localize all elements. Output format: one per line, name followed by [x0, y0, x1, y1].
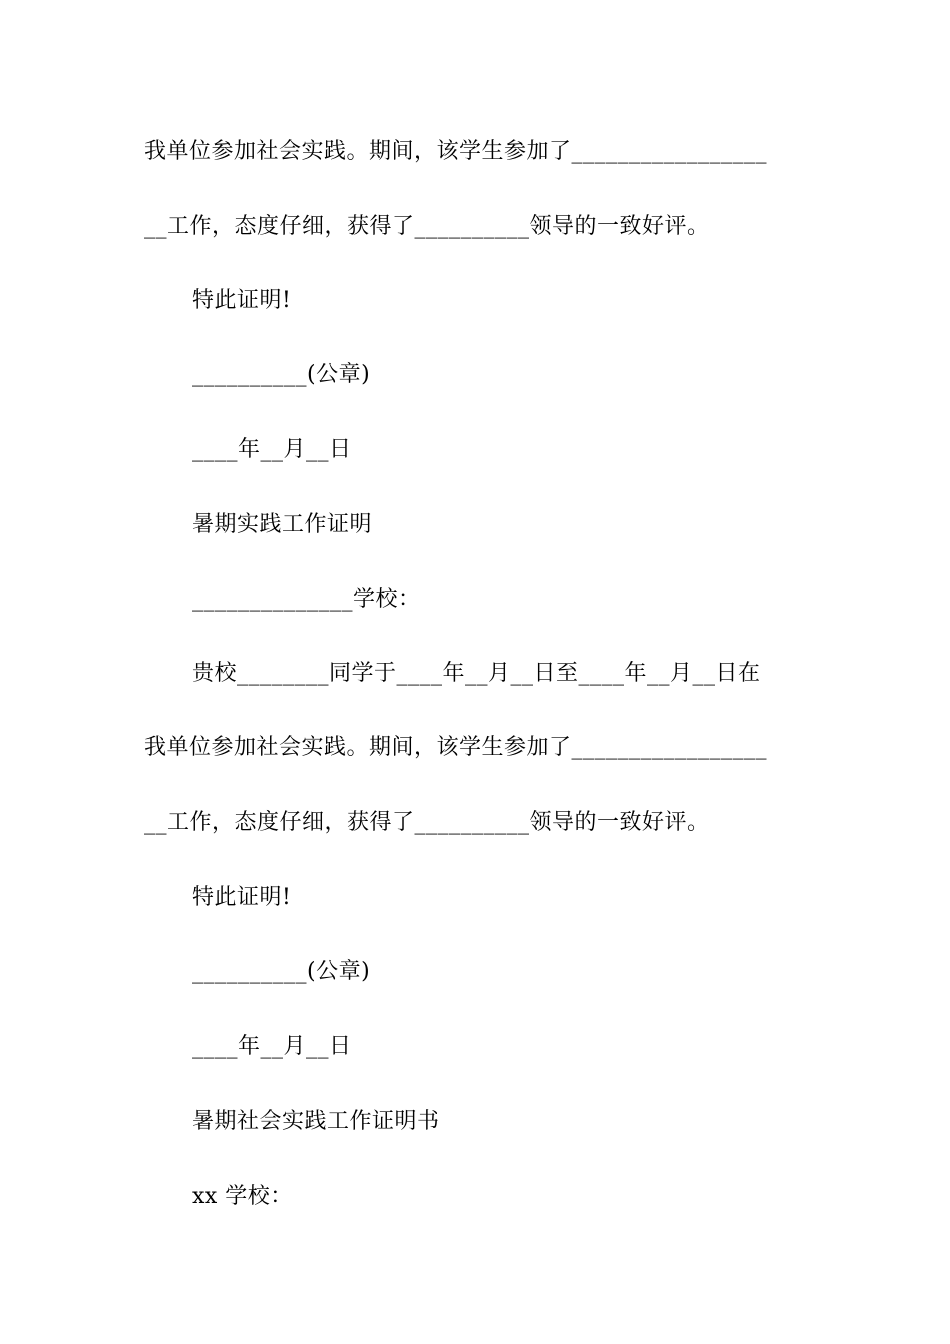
- section-title: 暑期实践工作证明: [192, 512, 373, 537]
- paragraph-line: __工作，态度仔细，获得了__________领导的一致好评。: [144, 810, 710, 835]
- certification-statement: 特此证明!: [192, 885, 292, 910]
- seal-line: __________(公章): [192, 362, 371, 387]
- paragraph-line: 我单位参加社会实践。期间，该学生参加了_________________: [144, 735, 768, 760]
- certification-statement: 特此证明!: [192, 288, 292, 313]
- date-line: ____年__月__日: [192, 1034, 352, 1059]
- section-title: 暑期社会实践工作证明书: [192, 1109, 440, 1134]
- paragraph-line: 我单位参加社会实践。期间，该学生参加了_________________: [144, 139, 768, 164]
- paragraph-line: 贵校________同学于____年__月__日至____年__月__日在: [192, 661, 761, 686]
- paragraph-line: __工作，态度仔细，获得了__________领导的一致好评。: [144, 214, 710, 239]
- salutation-line: ______________学校：: [192, 587, 421, 612]
- seal-line: __________(公章): [192, 959, 371, 984]
- salutation-line: xx 学校：: [192, 1184, 293, 1209]
- date-line: ____年__月__日: [192, 437, 352, 462]
